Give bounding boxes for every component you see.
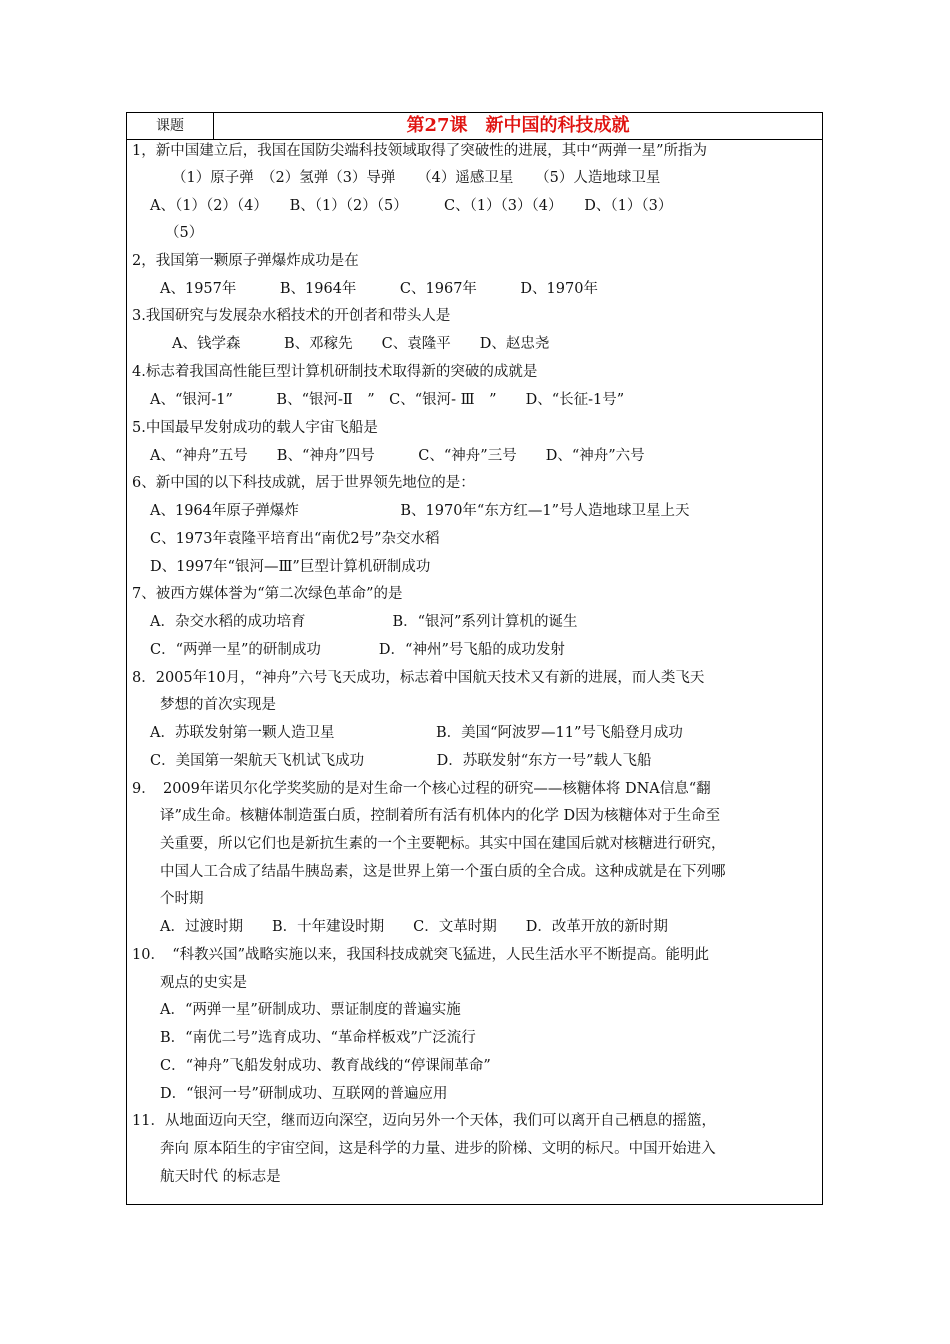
text-line: （5） — [165, 225, 204, 241]
text-line: A．杂交水稻的成功培育 B．“银河”系列计算机的诞生 — [150, 614, 578, 630]
text-line: A、（1）（2）（4） B、（1）（2）（5） C、（1）（3）（4） D、（1）（3） — [150, 198, 673, 214]
text-line: 9． 2009年诺贝尔化学奖奖励的是对生命一个核心过程的研究——核糖体将 DNA信息“翻 — [132, 781, 711, 797]
text-line: 3.我国研究与发展杂水稻技术的开创者和带头人是 — [132, 308, 451, 324]
text-line: A．苏联发射第一颗人造卫星 B．美国“阿波罗—11”号飞船登月成功 — [150, 725, 683, 741]
text-line: 梦想的首次实现是 — [160, 697, 276, 713]
text-line: C．“两弹一星”的研制成功 D．“神州”号飞船的成功发射 — [150, 642, 565, 658]
text-line: A．“两弹一星”研制成功、票证制度的普遍实施 — [160, 1002, 461, 1018]
topic-label: 课题 — [127, 113, 214, 139]
text-line: 1，新中国建立后，我国在国防尖端科技领域取得了突破性的进展，其中“两弹一星”所指为 — [132, 143, 708, 159]
text-line: A、1964年原子弹爆炸 B、1970年“东方红—1”号人造地球卫星上天 — [150, 503, 690, 519]
header-row — [127, 113, 822, 140]
text-line: A、“神舟”五号 B、“神舟”四号 C、“神舟”三号 D、“神舟”六号 — [150, 448, 645, 464]
text-line: A、钱学森 B、邓稼先 C、袁隆平 D、赵忠尧 — [172, 336, 550, 352]
text-line: D．“银河一号”研制成功、互联网的普遍应用 — [160, 1086, 448, 1102]
text-line: A、“银河-1” B、“银河-Ⅱ ” C、“银河- Ⅲ ” D、“长征-1号” — [150, 392, 625, 408]
text-line: 航天时代 的标志是 — [160, 1169, 281, 1185]
text-line: A．过渡时期 B．十年建设时期 C．文革时期 D．改革开放的新时期 — [160, 919, 668, 935]
text-line: 译”成生命。核糖体制造蛋白质，控制着所有活有机体内的化学 D因为核糖体对于生命至 — [160, 808, 721, 824]
text-line: 8．2005年10月，“神舟”六号飞天成功，标志着中国航天技术又有新的进展，而人类飞天 — [132, 670, 705, 686]
text-line: 2，我国第一颗原子弹爆炸成功是在 — [132, 253, 359, 269]
text-line: B．“南优二号”选育成功、“革命样板戏”广泛流行 — [160, 1030, 476, 1046]
text-line: 4.标志着我国高性能巨型计算机研制技术取得新的突破的成就是 — [132, 364, 538, 380]
text-line: 6、新中国的以下科技成就，居于世界领先地位的是： — [132, 475, 475, 491]
text-line: 7、被西方媒体誉为“第二次绿色革命”的是 — [132, 586, 403, 602]
text-line: 关重要，所以它们也是新抗生素的一个主要靶标。其实中国在建国后就对核糖进行研究， — [160, 836, 726, 852]
text-line: D、1997年“银河—Ⅲ”巨型计算机研制成功 — [150, 559, 431, 575]
text-line: 11．从地面迈向天空，继而迈向深空，迈向另外一个天体，我们可以离开自己栖息的摇篮， — [132, 1113, 716, 1129]
text-line: 5.中国最早发射成功的载人宇宙飞船是 — [132, 420, 378, 436]
text-line: 个时期 — [160, 891, 204, 907]
text-line: C．“神舟”飞船发射成功、教育战线的“停课闹革命” — [160, 1058, 491, 1074]
text-line: A、1957年 B、1964年 C、1967年 D、1970年 — [160, 281, 598, 297]
text-line: 中国人工合成了结晶牛胰岛素，这是世界上第一个蛋白质的全合成。这种成就是在下列哪 — [160, 864, 726, 880]
text-line: 10． “科教兴国”战略实施以来，我国科技成就突飞猛进，人民生活水平不断提高。能明此 — [132, 947, 710, 963]
text-line: C、1973年袁隆平培育出“南优2号”杂交水稻 — [150, 531, 440, 547]
text-line: （1）原子弹 （2）氢弹（3）导弹 （4）遥感卫星 （5）人造地球卫星 — [172, 170, 661, 186]
text-line: C．美国第一架航天飞机试飞成功 D．苏联发射“东方一号”载人飞船 — [150, 753, 652, 769]
text-line: 观点的史实是 — [160, 975, 247, 991]
lesson-title: 第27课 新中国的科技成就 — [406, 115, 630, 136]
text-line: 奔向 原本陌生的宇宙空间，这是科学的力量、进步的阶梯、文明的标尺。中国开始进入 — [160, 1141, 716, 1157]
